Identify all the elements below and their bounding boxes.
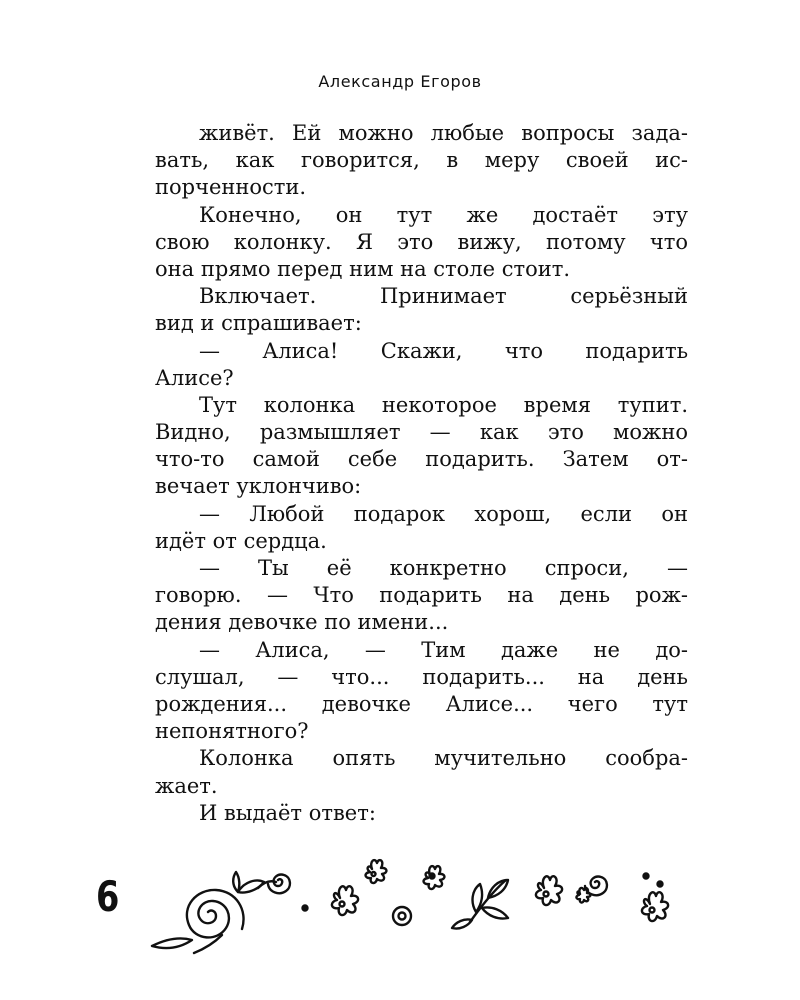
text-line: Алисе?: [155, 365, 234, 390]
paragraph: [155, 120, 688, 202]
text-line: непонятного?: [155, 719, 309, 744]
flower-icon: [366, 860, 387, 883]
flower-icon: [576, 888, 590, 903]
text-line: порченности.: [155, 175, 307, 200]
text-line: — Алиса! Скажи, что подарить: [199, 338, 688, 363]
text-line: она прямо перед ним на столе стоит.: [155, 256, 571, 281]
running-head: Александр Егоров: [318, 72, 482, 91]
text-line: вать, как говорится, в меру своей ис-: [155, 148, 688, 173]
text-line: Тут колонка некоторое время тупит.: [199, 392, 688, 417]
flower-doodle-border-icon: [140, 850, 700, 955]
text-line: вечает уклончиво:: [155, 474, 362, 499]
paragraph: [155, 745, 688, 799]
text-line: — Любой подарок хорош, если он: [199, 501, 688, 526]
text-line: Колонка опять мучительно сообра-: [199, 746, 688, 771]
text-line: идёт от сердца.: [155, 528, 327, 553]
paragraph: [155, 637, 688, 746]
paragraph: [155, 501, 688, 555]
paragraph: [155, 800, 688, 827]
text-line: живёт. Ей можно любые вопросы зада-: [199, 121, 688, 145]
text-line: — Алиса, — Тим даже не до-: [199, 637, 688, 662]
body-text: [155, 120, 688, 827]
paragraph: [155, 338, 688, 392]
text-line: жает.: [155, 773, 218, 798]
paragraph: [155, 392, 688, 501]
text-line: Конечно, он тут же достаёт эту: [199, 202, 688, 227]
flower-icon: [536, 876, 562, 905]
text-line: Включает. Принимает серьёзный: [199, 284, 688, 309]
leaf-sprig-icon: [452, 880, 508, 929]
text-line: И выдаёт ответ:: [199, 800, 376, 825]
page-number: 6: [96, 872, 120, 921]
text-line: что-то самой себе подарить. Затем от-: [155, 447, 688, 472]
text-line: — Ты её конкретно спроси, —: [199, 556, 688, 580]
flower-icon: [642, 892, 668, 921]
text-line: рождения... девочке Алисе... чего тут: [155, 691, 688, 716]
paragraph: [155, 555, 688, 637]
text-line: вид и спрашивает:: [155, 311, 362, 336]
text-line: слушал, — что... подарить... на день: [155, 664, 688, 689]
text-line: свою колонку. Я это вижу, потому что: [155, 229, 688, 254]
text-line: говорю. — Что подарить на день рож-: [155, 583, 688, 608]
paragraph: [155, 202, 688, 284]
paragraph: [155, 283, 688, 337]
flower-icon: [332, 886, 358, 915]
text-line: Видно, размышляет — как это можно: [155, 420, 688, 445]
text-line: дения девочке по имени...: [155, 610, 449, 635]
spiral-flower-icon: [152, 890, 244, 953]
